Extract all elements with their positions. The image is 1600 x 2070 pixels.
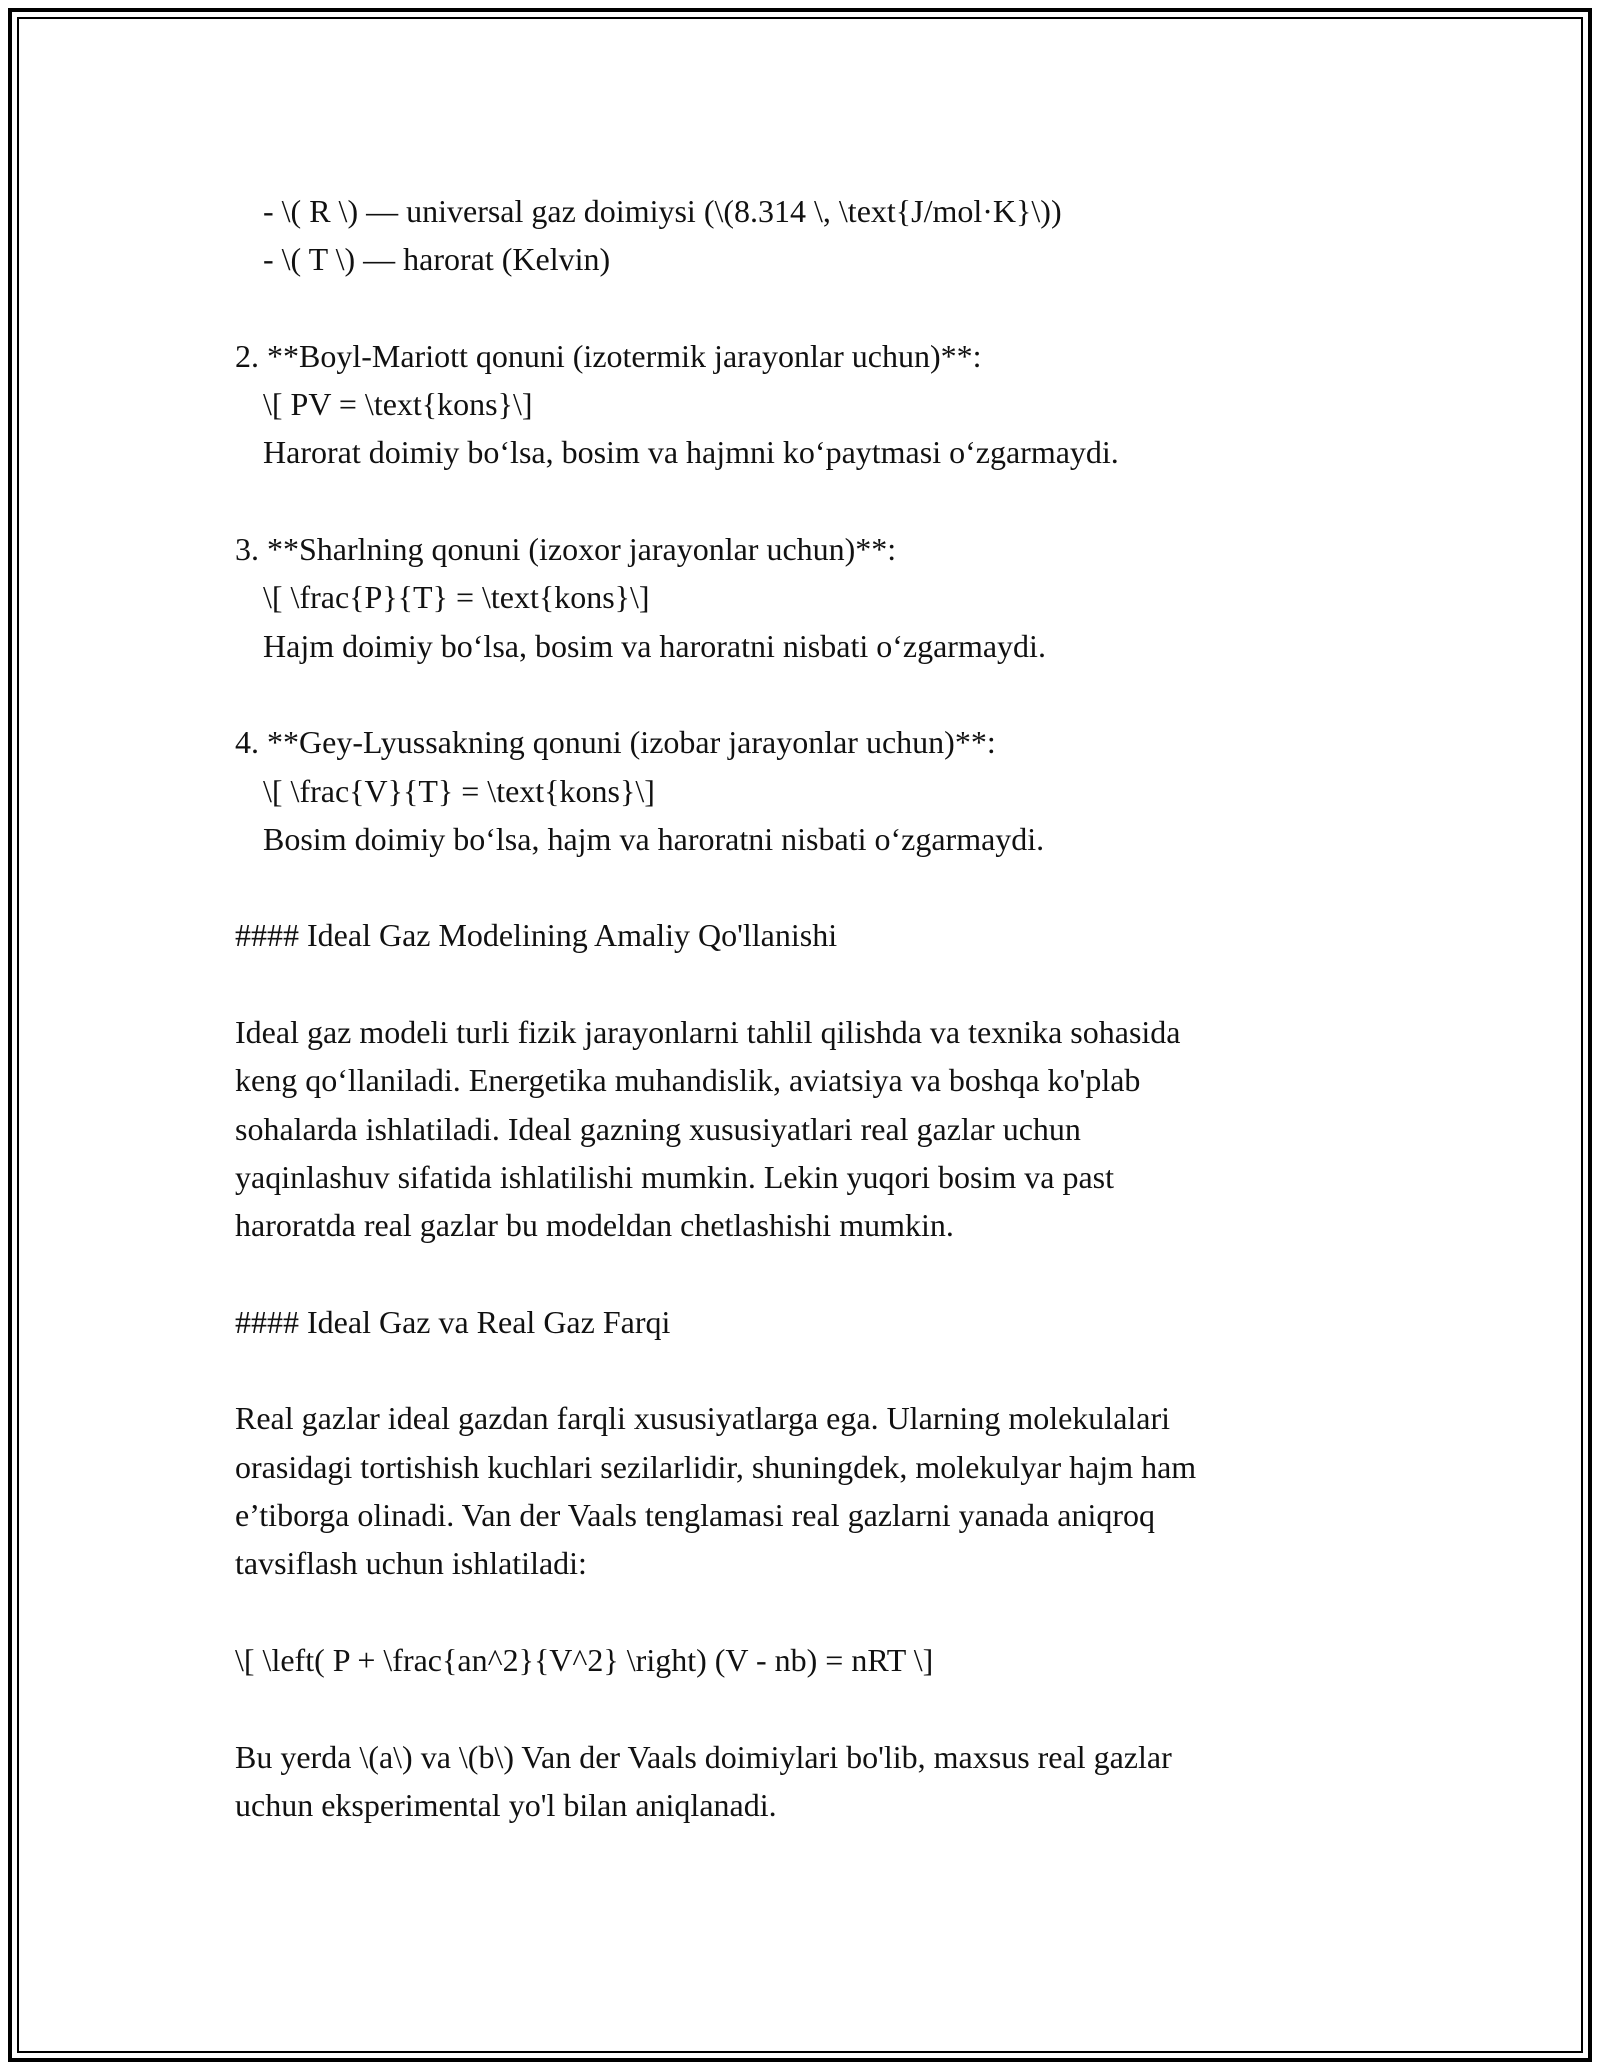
paragraph-line: Real gazlar ideal gazdan farqli xususiyatlarga ega. Ularning molekulalari: [235, 1400, 1171, 1437]
blank-line: [235, 863, 1365, 911]
blank-line: [235, 284, 1365, 332]
blank-line: [235, 960, 1365, 1008]
paragraph-line: Bu yerda \(a\) va \(b\) Van der Vaals doimiylari bo'lib, maxsus real gazlar: [235, 1738, 1172, 1775]
law-heading-boyle-mariotte: 2. **Boyl-Mariott qonuni (izotermik jarayonlar uchun)**:: [235, 337, 982, 374]
list-item-t: - \( T \) — harorat (Kelvin): [263, 241, 611, 278]
blank-line: [235, 1250, 1365, 1298]
law-formula-boyle-mariotte: \[ PV = \text{kons}\]: [263, 386, 533, 423]
paragraph-line: keng qo‘llaniladi. Energetika muhandislik, aviatsiya va boshqa ko'plab: [235, 1062, 1141, 1099]
paragraph-line: sohalarda ishlatiladi. Ideal gazning xususiyatlari real gazlar uchun: [235, 1110, 1081, 1147]
paragraph-line: Ideal gaz modeli turli fizik jarayonlarni tahlil qilishda va texnika sohasida: [235, 1014, 1181, 1051]
blank-line: [235, 477, 1365, 525]
law-formula-charles: \[ \frac{P}{T} = \text{kons}\]: [263, 579, 650, 616]
van-der-waals-equation: \[ \left( P + \frac{an^2}{V^2} \right) (V - nb) = nRT \]: [235, 1641, 934, 1678]
law-formula-gay-lussac: \[ \frac{V}{T} = \text{kons}\]: [263, 772, 655, 809]
paragraph-line: orasidagi tortishish kuchlari sezilarlidir, shuningdek, molekulyar hajm ham: [235, 1448, 1197, 1485]
blank-line: [235, 1684, 1365, 1732]
paragraph-line: uchun eksperimental yo'l bilan aniqlanadi.: [235, 1786, 777, 1823]
section-heading-ideal-vs-real: #### Ideal Gaz va Real Gaz Farqi: [235, 1303, 671, 1340]
law-heading-gay-lussac: 4. **Gey-Lyussakning qonuni (izobar jarayonlar uchun)**:: [235, 724, 996, 761]
paragraph-line: haroratda real gazlar bu modeldan chetlashishi mumkin.: [235, 1207, 954, 1244]
list-item-r: - \( R \) — universal gaz doimiysi (\(8.314 \, \text{J/mol·K}\)): [263, 193, 1062, 229]
law-description-charles: Hajm doimiy bo‘lsa, bosim va haroratni nisbati o‘zgarmaydi.: [263, 627, 1046, 664]
law-heading-charles: 3. **Sharlning qonuni (izoxor jarayonlar uchun)**:: [235, 531, 897, 568]
blank-line: [235, 1346, 1365, 1394]
paragraph-line: yaqinlashuv sifatida ishlatilishi mumkin. Lekin yuqori bosim va past: [235, 1158, 1115, 1195]
law-description-boyle-mariotte: Harorat doimiy bo‘lsa, bosim va hajmni ko‘paytmasi o‘zgarmaydi.: [263, 434, 1119, 471]
blank-line: [235, 670, 1365, 718]
paragraph-line: e’tiborga olinadi. Van der Vaals tenglamasi real gazlarni yanada aniqroq: [235, 1497, 1155, 1534]
document-body: [235, 187, 1365, 1829]
section-heading-applications: #### Ideal Gaz Modelining Amaliy Qo'llanishi: [235, 917, 838, 954]
paragraph-line: tavsiflash uchun ishlatiladi:: [235, 1545, 587, 1582]
blank-line: [235, 1588, 1365, 1636]
law-description-gay-lussac: Bosim doimiy bo‘lsa, hajm va haroratni nisbati o‘zgarmaydi.: [263, 820, 1045, 857]
